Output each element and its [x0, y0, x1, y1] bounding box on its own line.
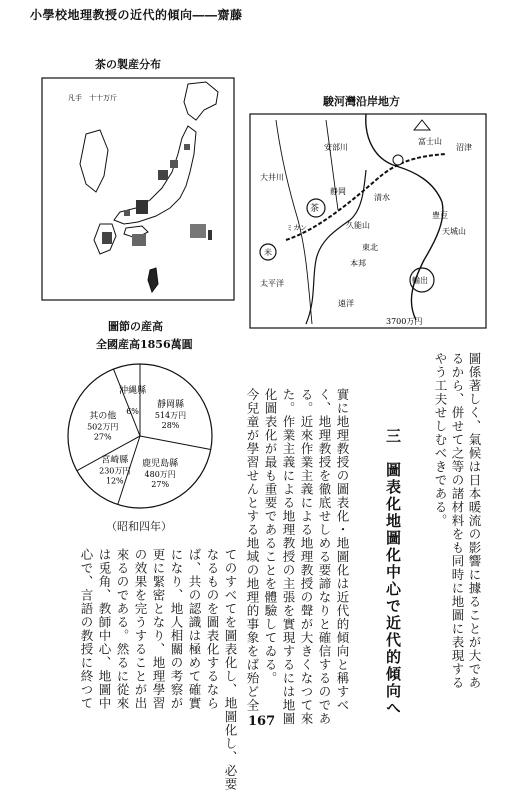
label-scale: 3700万円 — [386, 317, 423, 326]
tea-distribution-map — [38, 74, 238, 304]
text-column: た。作業主義による地理教授の主張を實現するには地圖 — [281, 388, 296, 726]
label-kuno: 久能山 — [346, 221, 370, 230]
pie-slice-percent: 6% — [126, 407, 139, 417]
coast-map-title: 駿河灣沿岸地方 — [323, 95, 400, 108]
label-rice: 米 — [264, 248, 272, 257]
pie-slice-label: 鹿児島縣 — [142, 459, 179, 470]
label-fuji: 富士山 — [418, 137, 442, 146]
text-column: なるものを圖表化するなら — [205, 548, 220, 710]
page-number: 167 — [248, 714, 276, 729]
suruga-bay-map — [246, 110, 490, 338]
label-mikan: ミカン — [286, 224, 307, 232]
pie-slice-label: 宮崎縣 — [101, 455, 129, 466]
text-column: てのすべてを圖表化し、地圖化し、必要 — [223, 548, 238, 791]
text-column: になり、地人相關の考察が — [169, 548, 184, 710]
text-column: く、地理教授を徹底せしめる要諦なりと確信するのであ — [317, 388, 332, 726]
pie-slice-percent: 12% — [105, 476, 124, 486]
text-column: ば、共の認識は極めて確實 — [187, 548, 202, 710]
running-header: 小學校地理教授の近代的傾向――齋藤 — [30, 8, 243, 22]
pie-slice-divider — [140, 436, 211, 449]
text-column: 心で、言語の教授に終つて — [79, 548, 94, 710]
pie-slice-label: 沖縄縣 — [119, 386, 147, 397]
label-honshu: 本邦 — [350, 259, 366, 268]
label-shizuoka: 静岡 — [330, 187, 346, 196]
text-column: る。近來作業主義による地理教授の聲が大きくなつて來 — [299, 388, 314, 726]
label-abe: 安部川 — [324, 143, 348, 152]
label-pacific: 太平洋 — [260, 279, 284, 288]
pie-title-2: 全國産高1856萬圓 — [96, 338, 193, 351]
label-amagi: 天城山 — [442, 227, 466, 236]
text-column: 來るのである。然るに從來 — [115, 548, 130, 710]
label-export: 輸出 — [412, 276, 428, 285]
pie-caption: （昭和四年） — [106, 520, 172, 533]
pie-slice-value: 480万円 — [144, 470, 176, 480]
pie-slice-label: 其の他 — [89, 411, 117, 422]
pie-slice-value: 514万円 — [154, 410, 187, 420]
text-column: は兎角、教師中心、地圖中 — [97, 548, 112, 710]
text-column: 化圖表化が最も重要であることを體驗してゐる。 — [263, 388, 278, 685]
label-sea: 遠洋 — [338, 299, 354, 308]
tea-map-title: 茶の製産分布 — [95, 58, 161, 71]
text-column: やう工夫せしむべきである。 — [433, 352, 448, 528]
pie-chart — [56, 358, 224, 514]
label-numazu: 沼津 — [456, 143, 472, 152]
tea-map-legend: 凡手 十十万斤 — [68, 94, 117, 102]
text-column: 圖係著しく、氣候は日本暖流の影響に據ることが大であ — [467, 352, 482, 690]
pie-slice-percent: 27% — [151, 480, 170, 490]
pie-slice-percent: 27% — [93, 432, 112, 442]
label-shimizu: 清水 — [374, 193, 390, 202]
text-column: 今兒童が學習せんとする地域の地理的事象をば殆ど全 — [245, 388, 260, 712]
section-heading: 三 圖表化地圖化中心で近代的傾向へ — [384, 428, 402, 717]
label-tea: 茶 — [310, 204, 320, 214]
pie-slice-label: 靜岡縣 — [157, 399, 185, 410]
pie-slice-value: 230万円 — [99, 466, 131, 476]
text-column: 實に地理教授の圖表化・地圖化は近代的傾向と稱すべ — [335, 388, 350, 712]
label-izu: 豊豆 — [432, 211, 448, 220]
text-column: 更に緊密となり、地理學習 — [151, 548, 166, 710]
label-oi: 大井川 — [260, 173, 284, 182]
pie-title-1: 圖節の産高 — [108, 320, 163, 333]
pie-slice-value: 502万円 — [87, 422, 119, 432]
text-column: るから、併せて之等の諸材料をも同時に地圖に表現する — [450, 352, 465, 690]
text-column: の效果を完うすることが出 — [133, 548, 148, 710]
label-tohoku: 東北 — [362, 243, 378, 252]
pie-slice-percent: 28% — [161, 420, 180, 430]
